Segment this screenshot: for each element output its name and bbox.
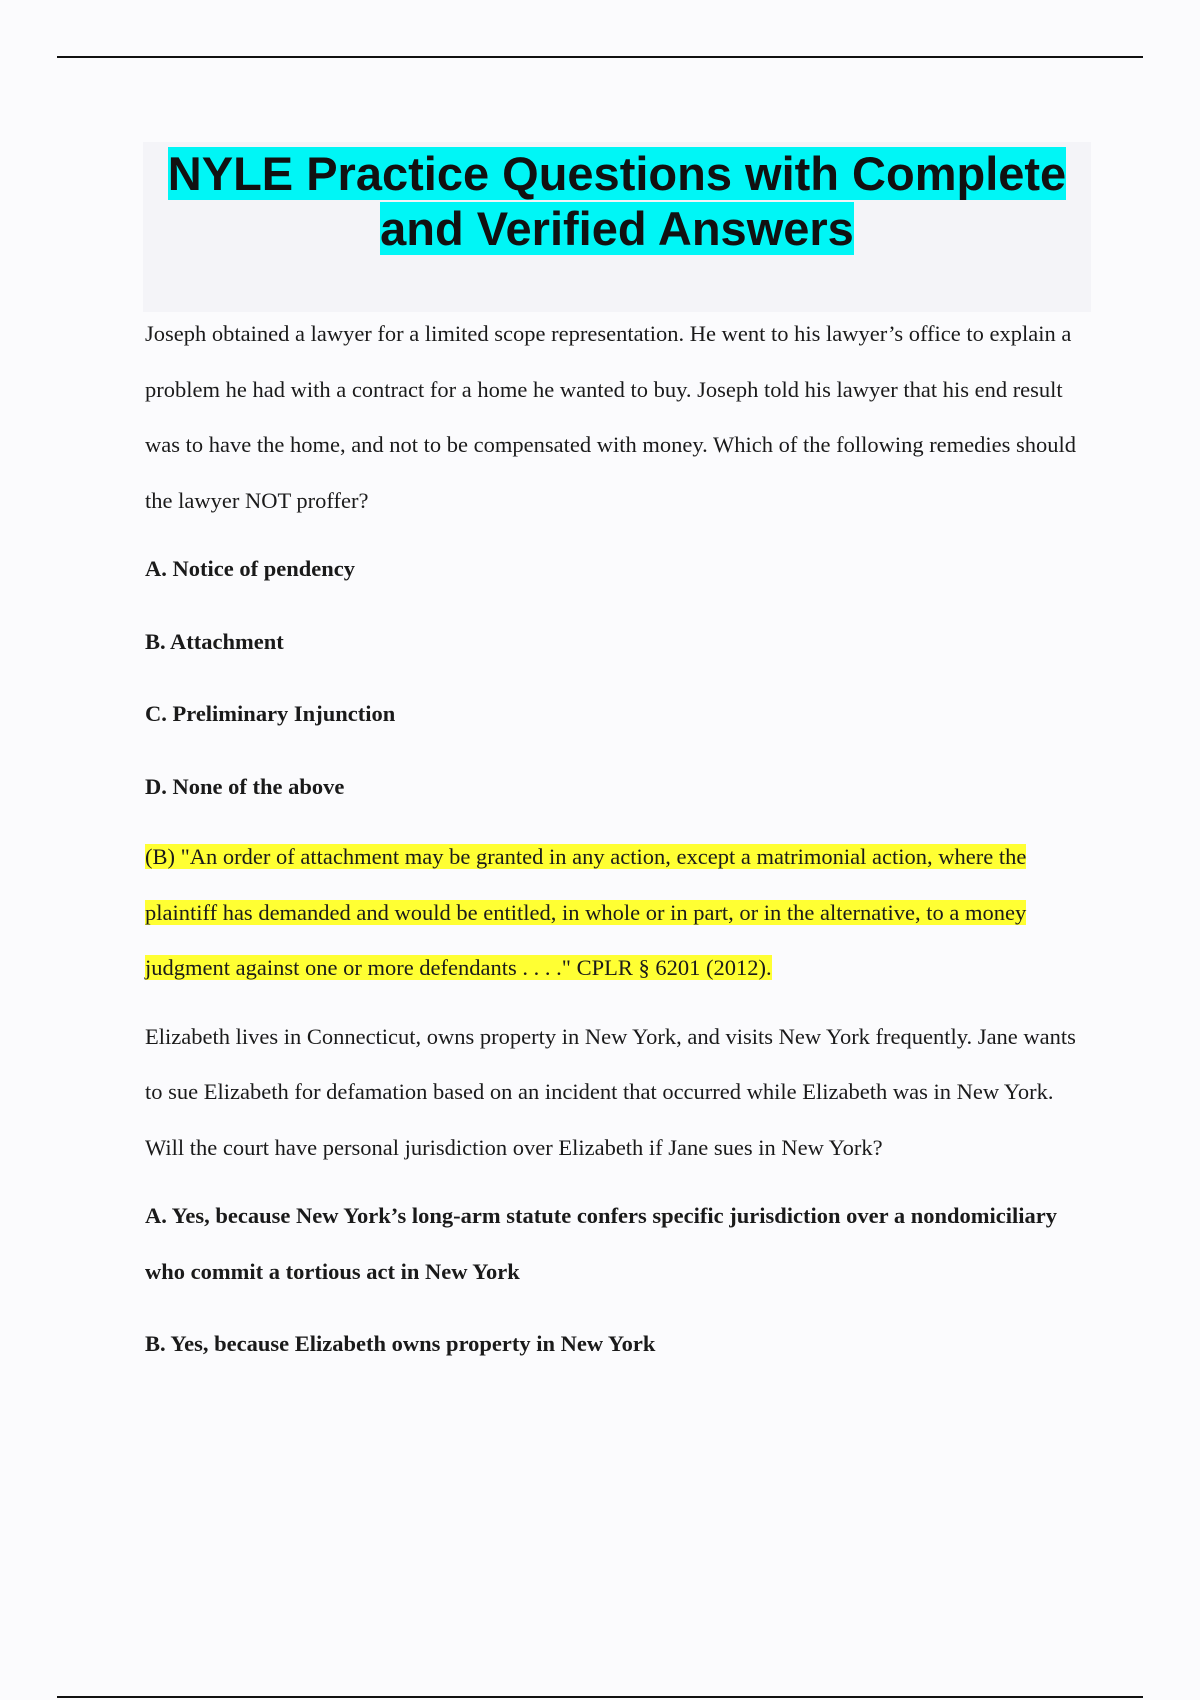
top-rule	[57, 56, 1143, 58]
question-1-option-a: A. Notice of pendency	[145, 556, 355, 581]
question-1-option-c: C. Preliminary Injunction	[145, 701, 396, 726]
question-1-answer	[145, 829, 1085, 996]
question-2-option-b: B. Yes, because Elizabeth owns property in New York	[145, 1331, 656, 1356]
title-text: NYLE Practice Questions with Complete and Verified Answers	[167, 147, 1067, 255]
question-2-option-a: A. Yes, because New York’s long-arm statute confers specific jurisdiction over a nondomiciliary who commit a tortious act in New York	[145, 1203, 1057, 1284]
bottom-rule	[57, 1696, 1143, 1698]
question-1-text: Joseph obtained a lawyer for a limited scope representation. He went to his lawyer’s office to explain a problem he had with a contract for a home he wanted to buy. Joseph told his lawyer that his end result was to have the home, and not to be compensated with money. Which of the following remedies should the lawyer NOT proffer?	[145, 321, 1077, 513]
document-title	[143, 146, 1091, 256]
answer-highlight-text: (B) "An order of attachment may be granted in any action, except a matrimonial action, where the plaintiff has demanded and would be entitled, in whole or in part, or in the alternative, to a money judgment against one or more defendants . . . ." CPLR § 6201 (2012).	[145, 844, 1027, 980]
question-2-text: Elizabeth lives in Connecticut, owns property in New York, and visits New York frequently. Jane wants to sue Elizabeth for defamation based on an incident that occurred while Elizabeth was in New York. Will the court have personal jurisdiction over Elizabeth if Jane sues in New York?	[145, 1023, 1076, 1160]
document-body	[145, 306, 1085, 1389]
question-1-option-d: D. None of the above	[145, 773, 345, 799]
question-1-option-b: B. Attachment	[145, 628, 284, 654]
